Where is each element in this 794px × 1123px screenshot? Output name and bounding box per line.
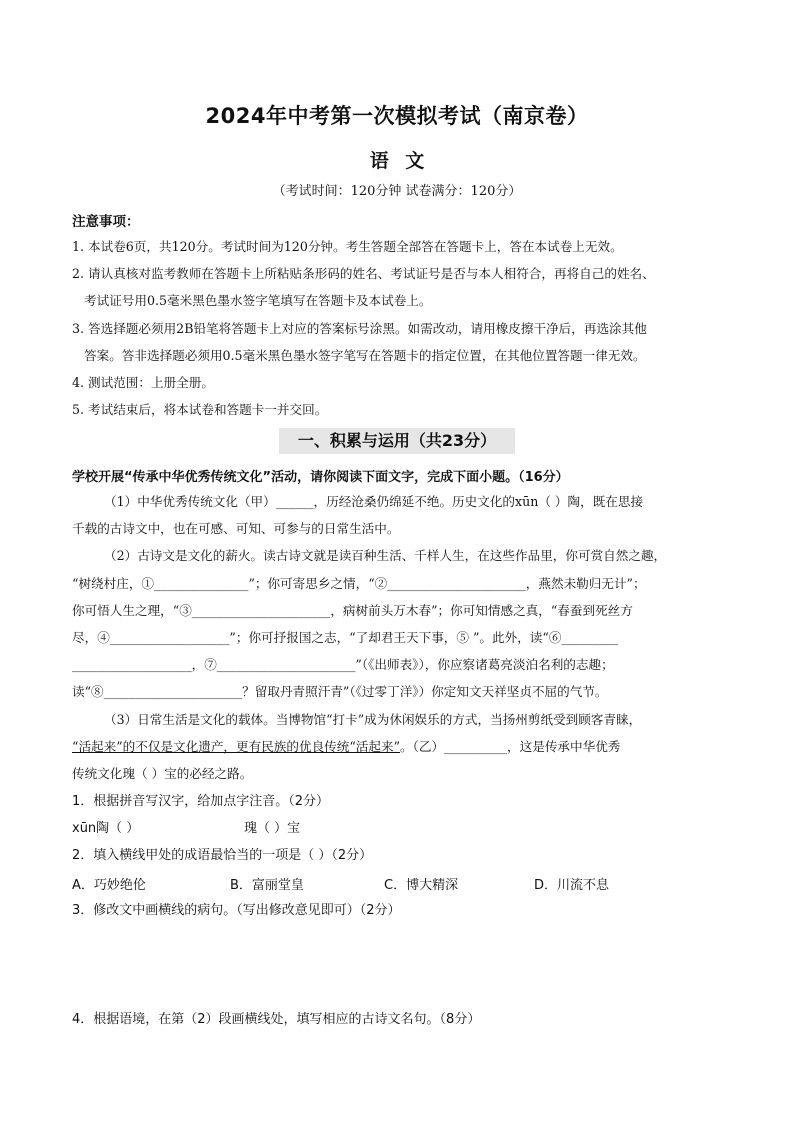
option-c[interactable]: C．博大精深 — [384, 878, 459, 893]
passage-line: 读“⑧______________________？留取丹青照汗青”（《过零丁洋》）你定知文天祥坚贞不屈的气节。 — [72, 684, 608, 699]
notice-line: 3. 答选择题必须用2B铅笔将答题卡上对应的答案标号涂黑。如需改动，请用橡皮擦干净后，再选涂其他 — [72, 321, 647, 336]
question-1-blank[interactable]: 瑰（ ）宝 — [244, 821, 301, 836]
passage-line: （3）日常生活是文化的载体。当博物馆“打卡”成为休闲娱乐的方式，当扬州剪纸受到顾客青睐， — [104, 712, 642, 727]
exam-info: （考试时间：120分钟 试卷满分：120分） — [272, 184, 522, 199]
passage-line: 你可悟人生之理，“③______________________，病树前头万木春”；你可知情感之真，“春蚕到死丝方 — [72, 603, 633, 618]
passage-line: （2）古诗文是文化的薪火。读古诗文就是读百种生活、千样人生，在这些作品里，你可赏自然之趣， — [104, 548, 667, 563]
notice-line: 4. 测试范围：上册全册。 — [72, 375, 214, 390]
section-intro: 学校开展“传承中华优秀传统文化”活动，请你阅读下面文字，完成下面小题。（16分） — [72, 470, 569, 485]
passage-line: “树绕村庄，①_______________”；你可寄思乡之情，“②______________________，燕然未勒归无计”； — [72, 576, 646, 591]
question-1: 1．根据拼音写汉字，给加点字注音。（2分） — [72, 794, 330, 809]
notice-line: 考试证号用0.5毫米黑色墨水签字笔填写在答题卡及本试卷上。 — [72, 293, 432, 308]
option-d[interactable]: D．川流不息 — [534, 878, 610, 893]
passage-line: ___________________，⑦______________________”（《出师表》），你应察诸葛亮淡泊名利的志趣； — [72, 657, 614, 672]
question-4: 4．根据语境，在第（2）段画横线处，填写相应的古诗文名句。（8分） — [72, 1012, 481, 1027]
question-2: 2．填入横线甲处的成语最恰当的一项是（ ）（2分） — [72, 848, 373, 863]
option-a[interactable]: A．巧妙绝伦 — [72, 878, 146, 893]
notice-line: 1. 本试卷6页，共120分。考试时间为120分钟。考生答题全部答在答题卡上，答在本试卷上无效。 — [72, 239, 623, 254]
passage-line — [72, 738, 620, 756]
passage-text: 。（乙）__________，这是传承中华优秀 — [400, 739, 621, 754]
underlined-sentence: “活起来”的不仅是文化遗产，更有民族的优良传统“活起来” — [72, 739, 401, 754]
passage-line: 千载的古诗文中，也在可感、可知、可参与的日常生活中。 — [72, 521, 400, 536]
passage-line: 尽，④___________________”；你可抒报国之志，“了却君王天下事，⑤ ”。此外，读“⑥_________ — [72, 630, 619, 645]
notice-heading: 注意事项： — [72, 214, 140, 230]
notice-line: 5. 考试结束后，将本试卷和答题卡一并交回。 — [72, 402, 328, 417]
notice-line: 答案。答非选择题必须用0.5毫米黑色墨水签字笔写在答题卡的指定位置，在其他位置答题一律无效。 — [72, 348, 646, 363]
passage-line: 传统文化瑰（ ）宝的必经之路。 — [72, 766, 253, 781]
section-heading: 一、积累与运用（共23分） — [279, 428, 515, 454]
notice-line: 2. 请认真核对监考教师在答题卡上所粘贴条形码的姓名、考试证号是否与本人相符合，再将自己的姓名、 — [72, 266, 655, 281]
option-b[interactable]: B．富丽堂皇 — [230, 878, 304, 893]
question-1-blank[interactable]: xūn陶（ ） — [72, 821, 140, 836]
subject-title: 语 文 — [369, 150, 425, 172]
passage-line: （1）中华优秀传统文化（甲）______，历经沧桑仍绵延不绝。历史文化的xūn（ ）陶，既在思接 — [104, 494, 644, 509]
exam-title: 2024年中考第一次模拟考试（南京卷） — [205, 104, 589, 128]
question-3: 3．修改文中画横线的病句。（写出修改意见即可）（2分） — [72, 903, 401, 918]
